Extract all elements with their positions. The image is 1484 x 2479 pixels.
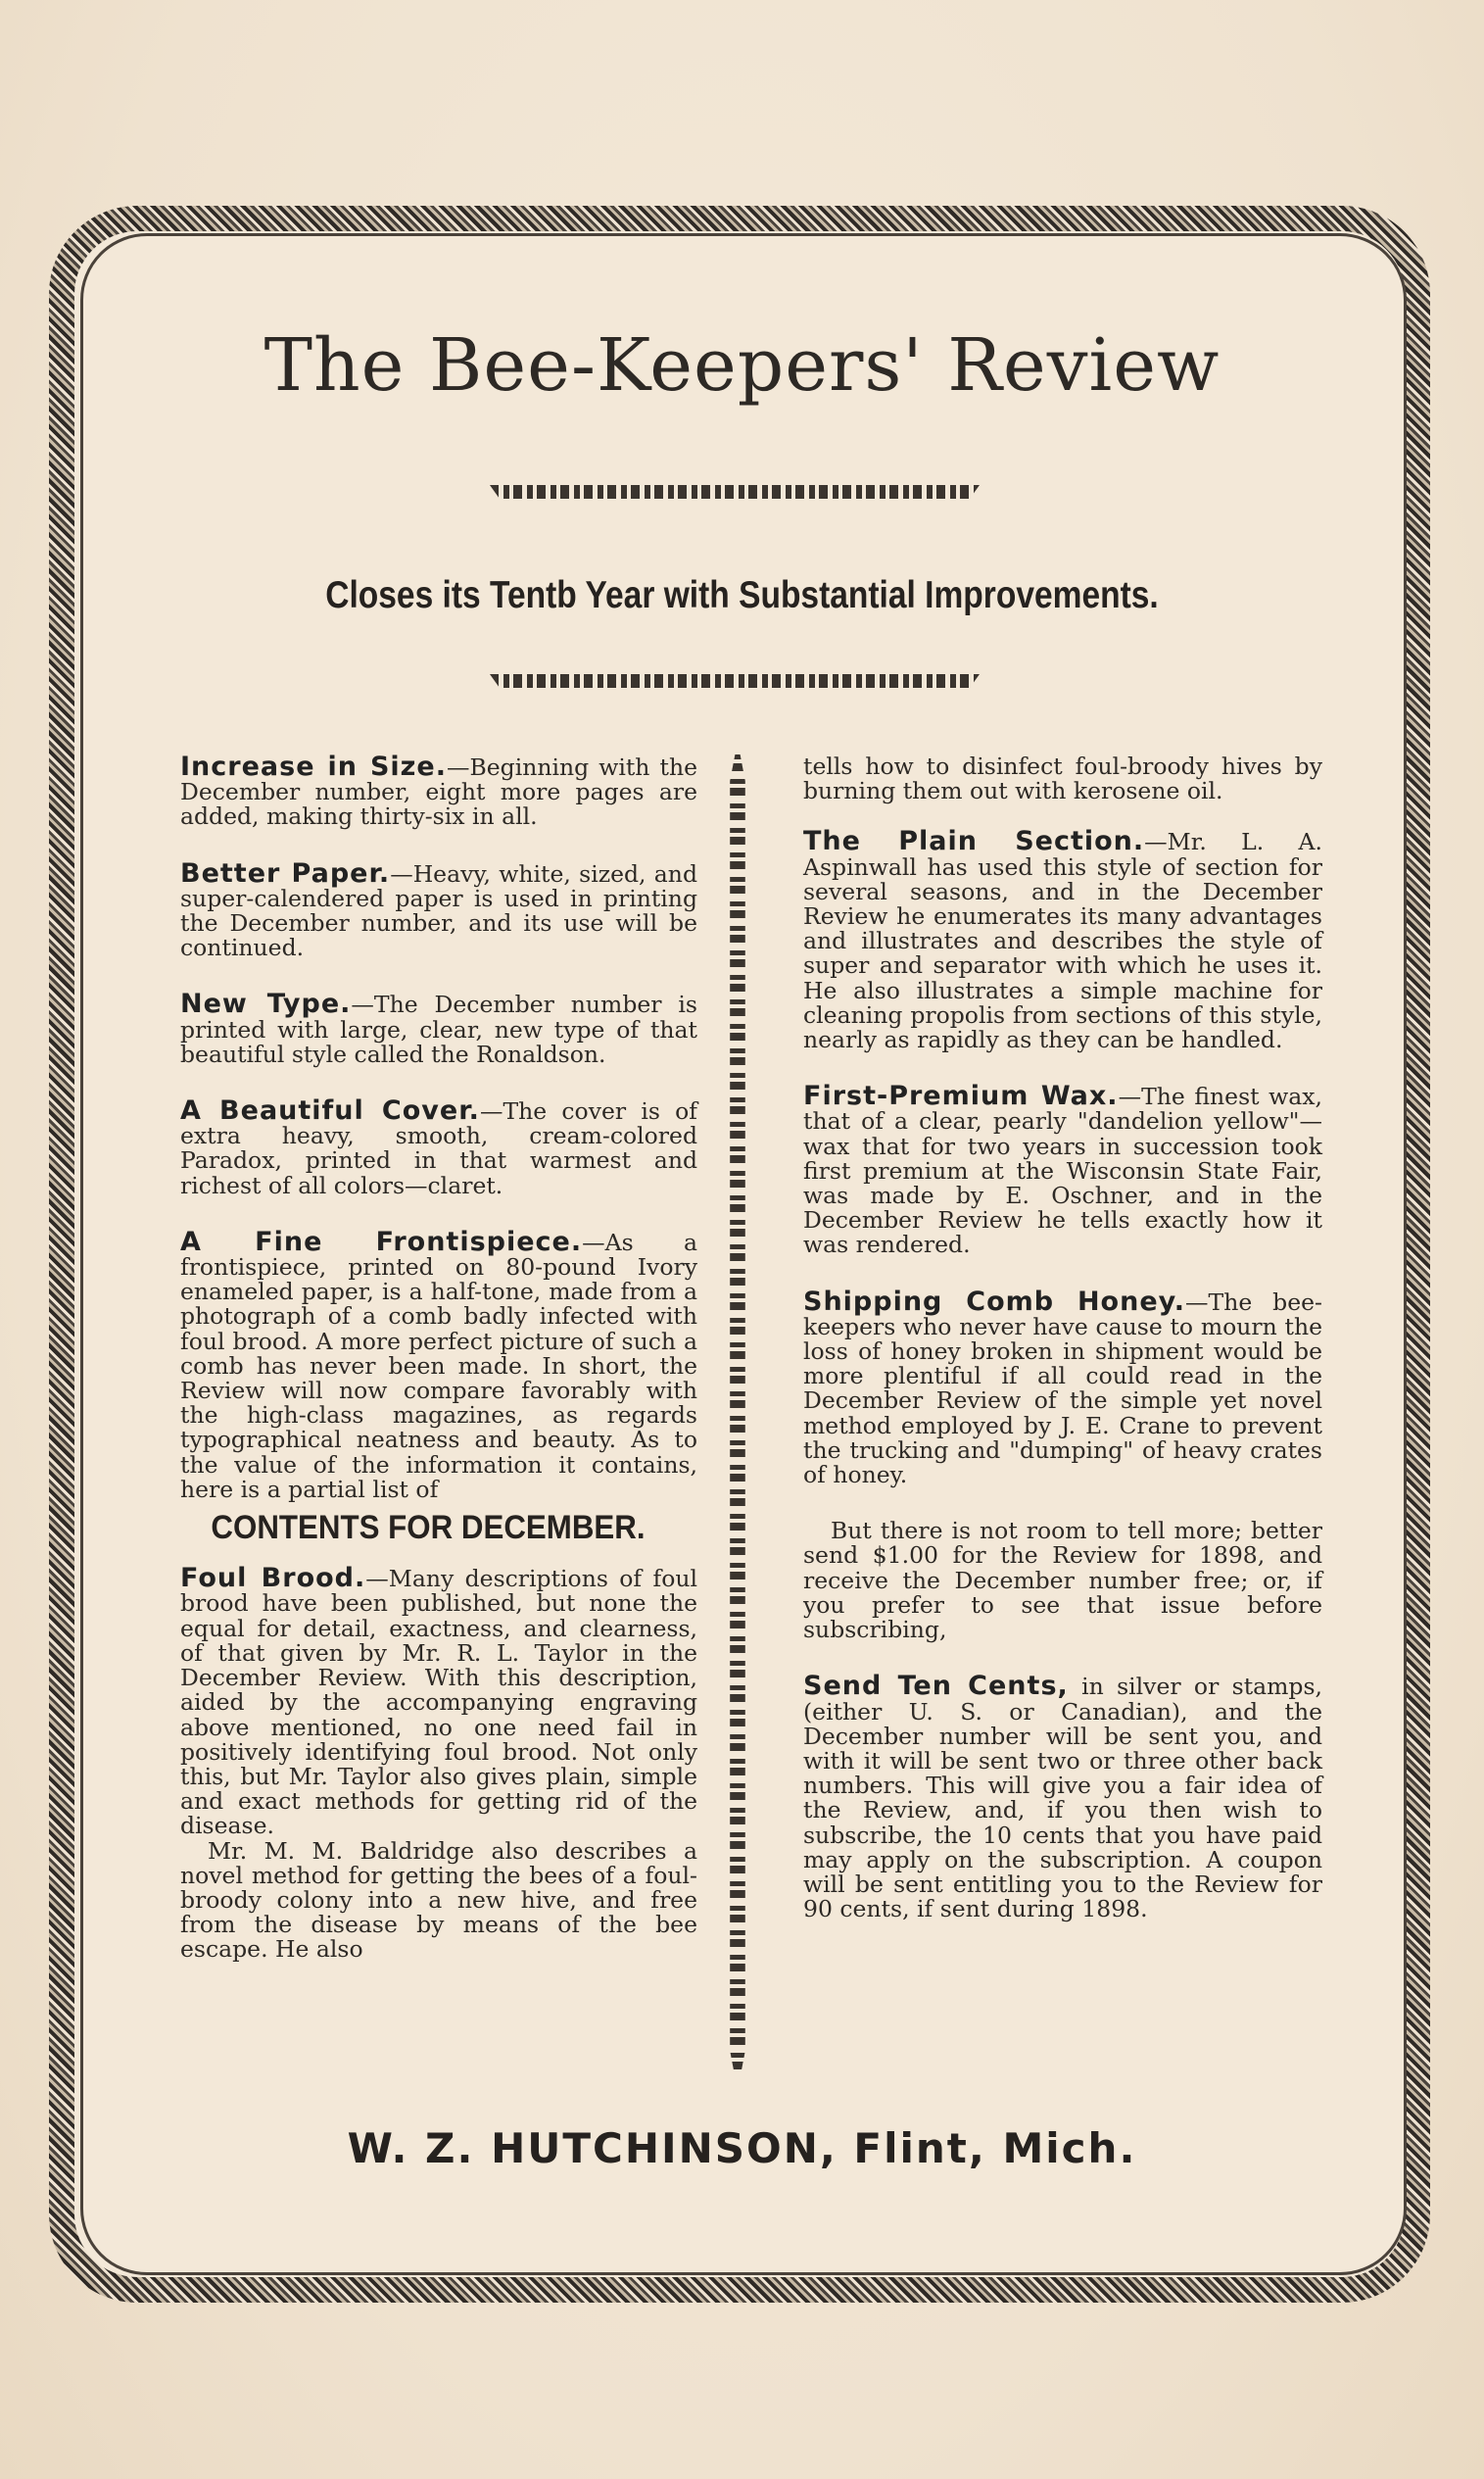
continued-text (782, 754, 1322, 803)
item-text: —Heavy, white, sized, and super-calendered paper is used in printing the December number, and its use will be continued. (180, 859, 697, 962)
item-shipping-comb-honey (782, 1286, 1322, 1489)
left-column (159, 754, 697, 1994)
continuation-text: tells how to disinfect foul-broody hives by burning them out with kerosene oil. (803, 753, 1322, 805)
item-plain-section (782, 826, 1322, 1054)
item-first-premium-wax (782, 1081, 1322, 1259)
item-text: in silver or stamps, (either U. S. or Canadian), and the December number will be sent you, and with it will be sent two or three other back numbers. This will give you a fair idea of the Review, and, if you then wish to subscribe, the 10 cents that you have paid may apply on the subscription. A coupon will be sent entitling you to the Review for 90 cents, if sent during 1898. (803, 1673, 1323, 1923)
item-better-paper (159, 857, 697, 962)
item-new-type (159, 989, 697, 1068)
item-text: —The finest wax, that of a clear, pearly "dandelion yellow"—wax that for two years in succession took first premium at the Wisconsin State Fair, was made by E. Oschner, and in the December Review he tells exactly how it was rendered. (803, 1083, 1322, 1259)
item-heading: The Plain Section. (803, 826, 1145, 857)
item-heading: Increase in Size. (180, 752, 447, 782)
item-text: —The December number is printed with large, clear, new type of that beautiful style called the Ronaldson. (180, 991, 697, 1068)
publisher-footer: W. Z. HUTCHINSON, Flint, Mich. (347, 2124, 1137, 2172)
item-text: —Beginning with the December number, eight more pages are added, making thirty-six in all. (180, 753, 697, 831)
item-text-continued: Mr. M. M. Baldridge also describes a novel method for getting the bees of a foul-broody colony into a new hive, and free from the disease by means of the bee escape. He also (180, 1836, 697, 1964)
subtitle: Closes its Tentb Year with Substantial Improvements. (325, 574, 1159, 616)
item-heading: A Fine Frontispiece. (180, 1226, 583, 1257)
item-text: —Mr. L. A. Aspinwall has used this style of section for several seasons, and in the December Review he enumerates its many advantages and illustrates and describes the style of super and separator with which he uses it. He also illustrates a simple machine for cleaning propolis from sections of this style, nearly as rapidly as they can be handled. (803, 828, 1322, 1054)
item-text: —Many descriptions of foul brood have been published, but none the equal for detail, exactness, and clearness, of that given by Mr. R. L. Taylor in the December Review. With this description, aided by the accompanying engraving above mentioned, no one need fail in positively identifying foul brood. Not only this, but Mr. Taylor also gives plain, simple and exact methods for getting rid of the disease. (180, 1565, 697, 1840)
item-heading: New Type. (180, 989, 352, 1020)
item-beautiful-cover (159, 1095, 697, 1199)
item-increase-in-size (159, 754, 697, 830)
item-heading: Shipping Comb Honey. (803, 1286, 1186, 1317)
closing-paragraph (782, 1519, 1322, 1642)
ornament-rule-top (490, 485, 980, 499)
item-heading: First-Premium Wax. (803, 1081, 1119, 1112)
page-title: The Bee-Keepers' Review (263, 323, 1221, 408)
item-heading: Send Ten Cents, (803, 1671, 1069, 1702)
item-heading: Better Paper. (180, 857, 391, 889)
item-heading: A Beautiful Cover. (180, 1095, 480, 1127)
item-text: —The bee-keepers who never have cause to mourn the loss of honey broken in shipment would be more plentiful if all could read in the December Review of the simple yet novel method employed by J. E. Crane to prevent the trucking and "dumping" of heavy crates of honey. (803, 1288, 1322, 1489)
item-heading: Foul Brood. (180, 1563, 366, 1594)
item-foul-brood (159, 1563, 697, 1964)
item-text: —The cover is of extra heavy, smooth, cream-colored Paradox, printed in that warmest and richest of all colors—claret. (180, 1097, 697, 1199)
ornament-rule-bottom (490, 674, 980, 688)
contents-heading: CONTENTS FOR DECEMBER. (211, 1509, 646, 1547)
item-fine-frontispiece (159, 1226, 698, 1503)
right-column (782, 754, 1322, 1953)
item-text: —As a frontispiece, printed on 80-pound Ivory enameled paper, is a half-tone, made from a photograph of a comb badly infected with foul brood. A more perfect picture of such a comb has never been made. In short, the Review will now compare favorably with the high-class magazines, as regards typographical neatness and beauty. As to the value of the information it contains, here is a partial list of (180, 1228, 698, 1503)
closing-text: But there is not room to tell more; better send $1.00 for the Review for 1898, and receive the December number free; or, if you prefer to see that issue before subscribing, (803, 1517, 1322, 1644)
item-send-ten-cents (782, 1671, 1323, 1923)
